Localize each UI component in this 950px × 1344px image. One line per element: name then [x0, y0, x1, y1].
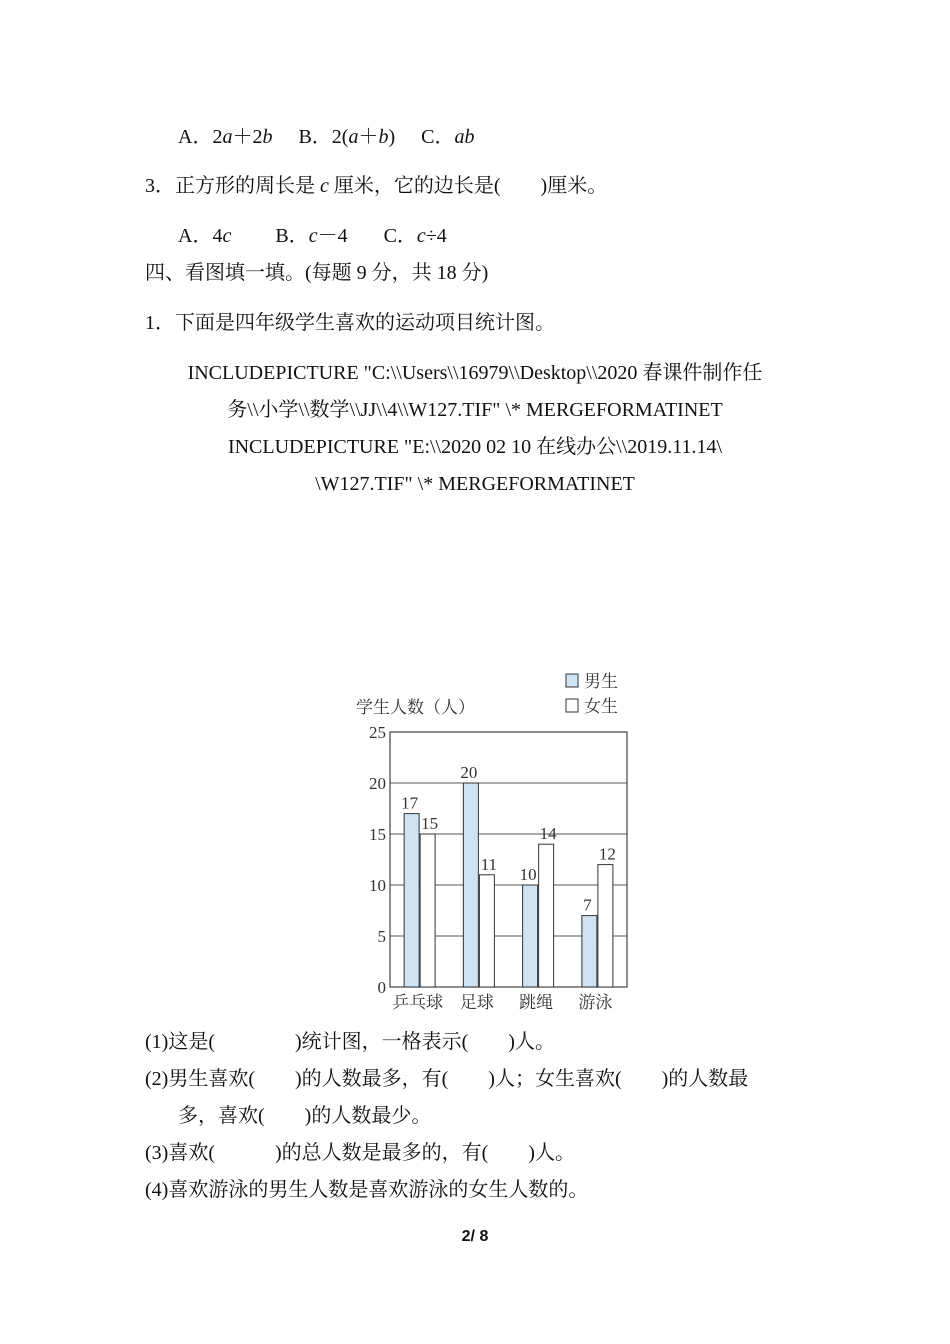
subq-2-line-2: 多，喜欢( )的人数最少。	[178, 1105, 432, 1127]
legend-swatch	[566, 674, 578, 687]
bar	[479, 875, 494, 987]
bar	[582, 916, 597, 987]
x-category-label: 跳绳	[519, 993, 554, 1012]
sports-bar-chart	[340, 662, 640, 1018]
bar-value-label: 15	[421, 814, 439, 833]
bar-value-label: 10	[519, 865, 537, 884]
x-category-label: 足球	[459, 993, 494, 1012]
q3-options	[178, 223, 447, 249]
legend-label: 男生	[584, 672, 618, 691]
q2-option-c: C．ab	[421, 126, 475, 148]
bar-value-label: 7	[583, 895, 592, 915]
bar	[523, 885, 538, 987]
bar-value-label: 11	[480, 854, 498, 874]
bar	[463, 783, 478, 987]
y-tick-label: 25	[369, 723, 386, 742]
q2-option-b: B．2(a＋b)	[298, 126, 396, 148]
subq-3: (3)喜欢( )的总人数是最多的，有( )人。	[145, 1142, 575, 1164]
legend-label: 女生	[584, 697, 618, 716]
q3-option-b: B．c－4	[275, 225, 348, 247]
q4-1-stem: 1．下面是四年级学生喜欢的运动项目统计图。	[145, 312, 555, 334]
field-code-line-1: INCLUDEPICTURE "C:\\Users\\16979\\Desktop\\2020 春课件制作任	[187, 362, 763, 384]
legend-swatch	[566, 699, 578, 712]
section-heading: 四、看图填一填。(每题 9 分，共 18 分)	[145, 262, 489, 284]
y-tick-label: 5	[377, 927, 386, 946]
field-code-line-2: 务\\小学\\数学\\JJ\\4\\W127.TIF" \* MERGEFORMATINET	[227, 399, 723, 421]
bar	[404, 814, 419, 987]
subq-2-line-1: (2)男生喜欢( )的人数最多，有( )人；女生喜欢( )的人数最	[145, 1068, 749, 1090]
bar-value-label: 12	[598, 844, 616, 864]
bar	[539, 844, 554, 987]
q2-option-a: A．2a＋2b	[178, 126, 273, 148]
y-tick-label: 20	[369, 774, 386, 793]
field-code-line-4: \W127.TIF" \* MERGEFORMATINET	[315, 473, 635, 495]
bar	[598, 865, 613, 987]
bar-value-label: 20	[460, 763, 478, 782]
q3-option-a: A．4c	[178, 225, 232, 247]
bar	[420, 834, 435, 987]
bar-value-label: 14	[539, 824, 557, 844]
y-tick-label: 10	[369, 876, 386, 895]
bar-value-label: 17	[401, 793, 419, 813]
x-category-label: 乒乓球	[392, 993, 444, 1012]
q2-options	[178, 124, 474, 150]
field-code-line-3: INCLUDEPICTURE "E:\\2020 02 10 在线办公\\2019.11.14\	[227, 436, 723, 458]
subq-4: (4)喜欢游泳的男生人数是喜欢游泳的女生人数的。	[145, 1179, 589, 1201]
q3-stem: 3．正方形的周长是 c 厘米，它的边长是( )厘米。	[145, 175, 608, 197]
page-number: 2/ 8	[461, 1228, 489, 1245]
q3-option-c: C．c÷4	[383, 225, 447, 247]
x-category-label: 游泳	[578, 993, 613, 1012]
y-axis-title: 学生人数（人）	[356, 698, 475, 717]
subq-1: (1)这是( )统计图，一格表示( )人。	[145, 1031, 555, 1053]
y-tick-label: 0	[377, 978, 386, 997]
y-tick-label: 15	[369, 825, 386, 844]
